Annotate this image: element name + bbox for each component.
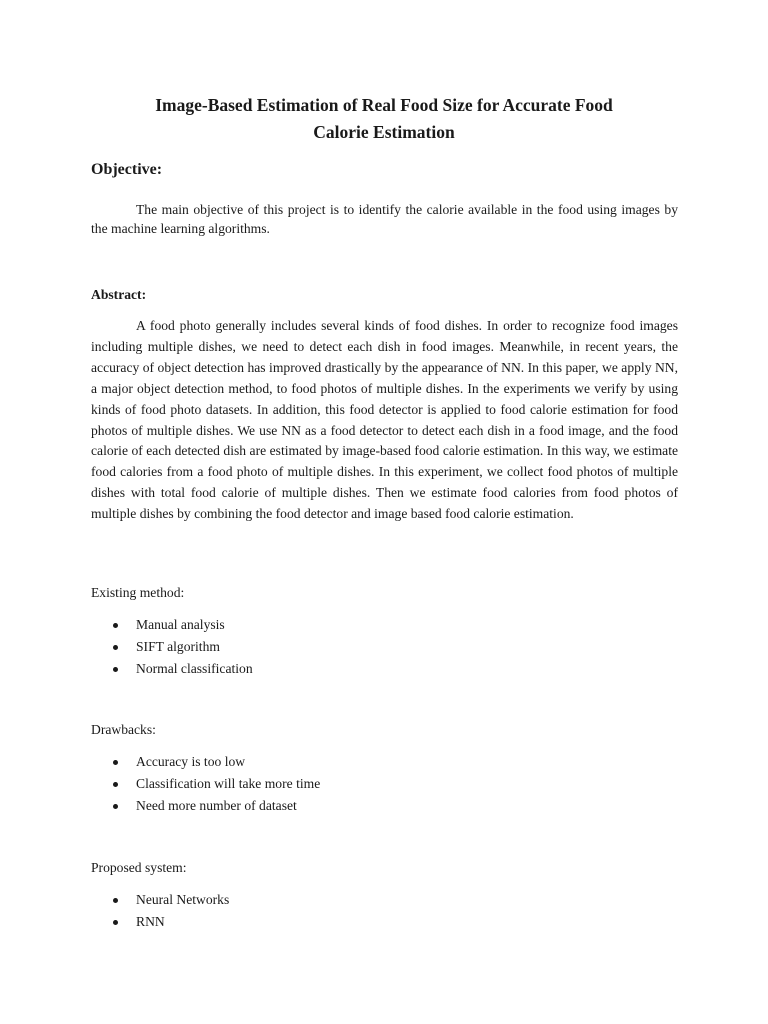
proposed-system-label: Proposed system: bbox=[91, 860, 187, 875]
title-line-2: Calorie Estimation bbox=[313, 122, 455, 142]
list-item-text: Neural Networks bbox=[136, 892, 230, 907]
list-item bbox=[91, 751, 320, 773]
list-item-text: RNN bbox=[136, 914, 165, 929]
objective-paragraph bbox=[91, 200, 678, 238]
list-item bbox=[91, 889, 229, 911]
drawbacks-list bbox=[91, 751, 320, 817]
existing-method-label: Existing method: bbox=[91, 585, 185, 600]
objective-text: The main objective of this project is to identify the calorie available in the food using images by the machine learning algorithms. bbox=[91, 202, 678, 236]
list-item-text: Accuracy is too low bbox=[136, 754, 246, 769]
list-item bbox=[91, 773, 320, 795]
list-item bbox=[91, 911, 229, 933]
list-item-text: Need more number of dataset bbox=[136, 798, 297, 813]
bullet-icon bbox=[113, 898, 118, 903]
bullet-icon bbox=[113, 804, 118, 809]
bullet-icon bbox=[113, 760, 118, 765]
document-title bbox=[80, 92, 688, 146]
abstract-paragraph bbox=[91, 316, 678, 525]
bullet-icon bbox=[113, 782, 118, 787]
title-line-1: Image-Based Estimation of Real Food Size for Accurate Food bbox=[155, 95, 613, 115]
bullet-icon bbox=[113, 623, 118, 628]
bullet-icon bbox=[113, 645, 118, 650]
list-item-text: Normal classification bbox=[136, 661, 253, 676]
list-item-text: Classification will take more time bbox=[136, 776, 321, 791]
bullet-icon bbox=[113, 667, 118, 672]
list-item bbox=[91, 658, 253, 680]
abstract-heading: Abstract: bbox=[91, 287, 147, 302]
existing-method-list bbox=[91, 614, 253, 680]
abstract-text: A food photo generally includes several kinds of food dishes. In order to recognize food images including multiple dishes, we need to detect each dish in food images. Meanwhile, in recent years, the accuracy of object detection has improved drastically by the appearance of NN. In this paper, we apply NN, a major object detection method, to food photos of multiple dishes. In the experiments we verify by using kinds of food photo datasets. In addition, this food detector is applied to food calorie estimation for food photos of multiple dishes. We use NN as a food detector to detect each dish in a food image, and the food calorie of each detected dish are estimated by image-based food calorie estimation. In this way, we estimate food calories from a food photo of multiple dishes. In this experiment, we collect food photos of multiple dishes with total food calorie of multiple dishes. Then we estimate food calories from food photos of multiple dishes by combining the food detector and image based food calorie estimation. bbox=[91, 318, 678, 522]
list-item-text: Manual analysis bbox=[136, 617, 225, 632]
list-item bbox=[91, 614, 253, 636]
bullet-icon bbox=[113, 920, 118, 925]
objective-heading: Objective: bbox=[91, 161, 163, 178]
list-item bbox=[91, 636, 253, 658]
list-item-text: SIFT algorithm bbox=[136, 639, 220, 654]
drawbacks-label: Drawbacks: bbox=[91, 722, 156, 737]
list-item bbox=[91, 795, 320, 817]
proposed-system-list bbox=[91, 889, 229, 933]
